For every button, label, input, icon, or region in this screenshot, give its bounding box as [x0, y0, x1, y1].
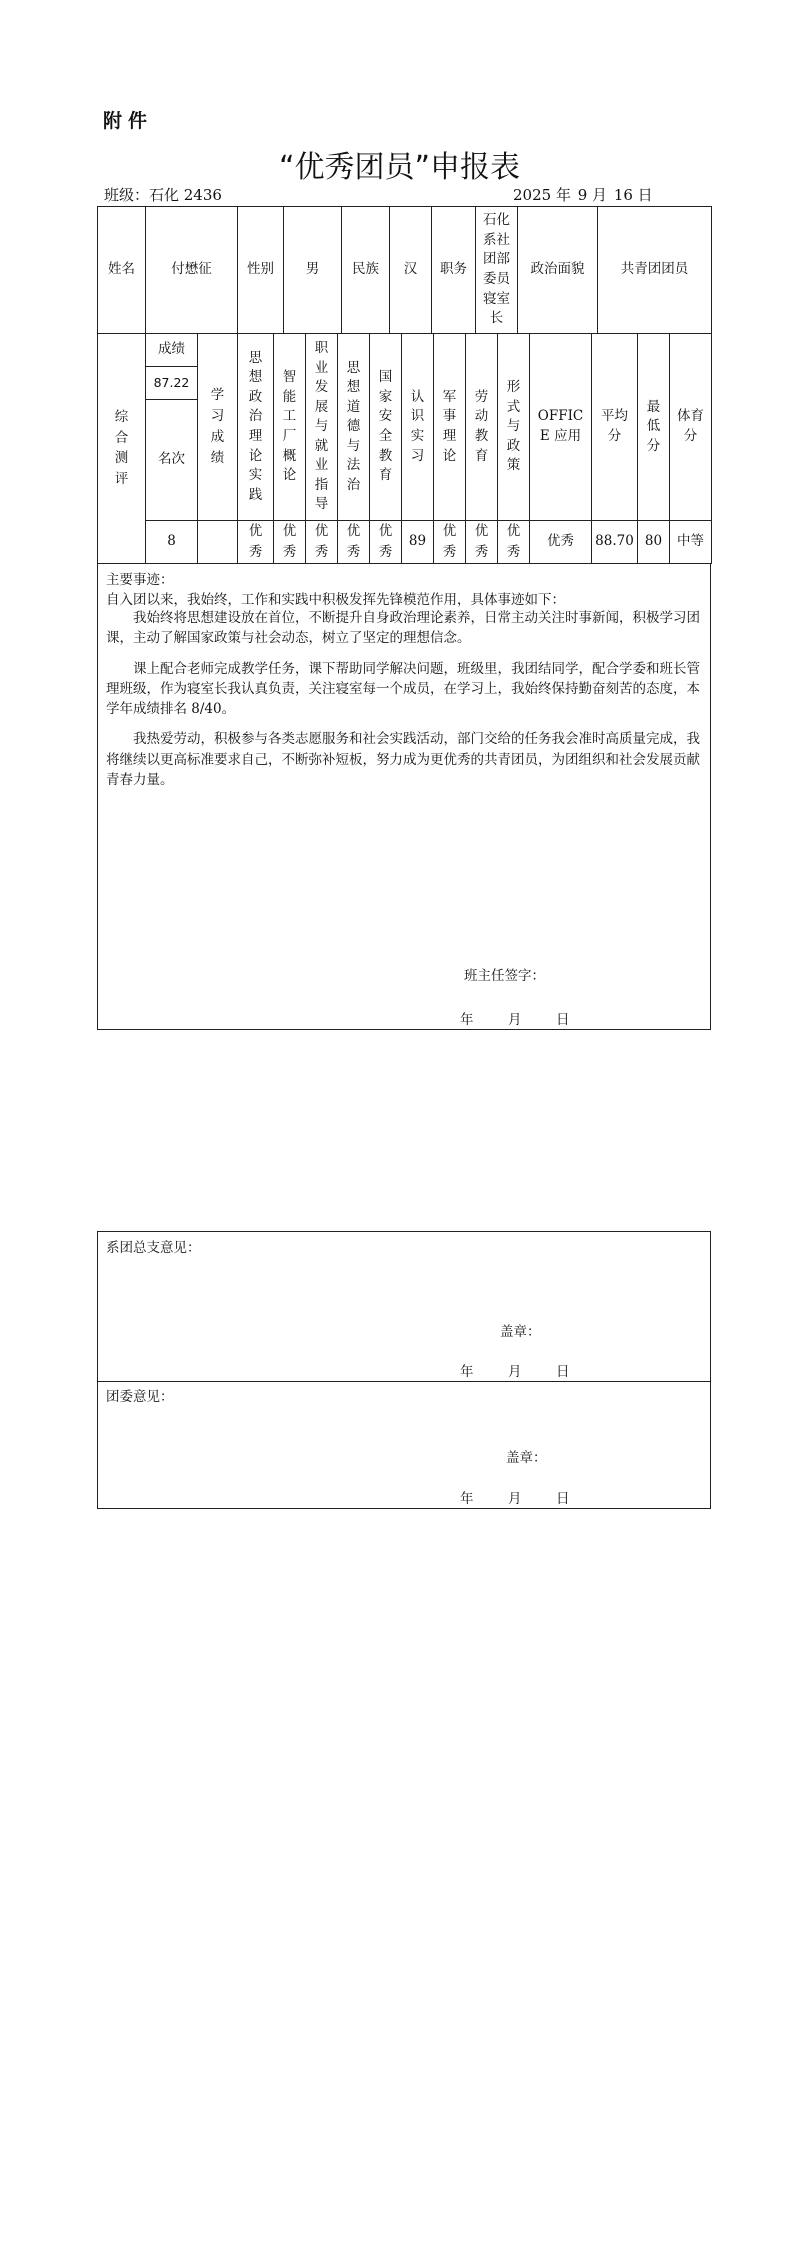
- rank-value: 8: [146, 521, 198, 564]
- course-7-name: 军事理论: [442, 388, 457, 464]
- grade-9: [498, 521, 530, 564]
- league-opinion-label: 团委意见：: [106, 1389, 174, 1405]
- grades-label: 学习成绩: [210, 387, 225, 466]
- course-13: [670, 334, 712, 521]
- deeds-section: [97, 563, 711, 1030]
- course-11: [592, 334, 638, 521]
- grade-5: [370, 521, 402, 564]
- grade-9-value: 优秀: [506, 523, 521, 560]
- league-date: [460, 1487, 570, 1507]
- course-2-name: 智能工厂概论: [282, 369, 297, 484]
- course-5: [370, 334, 402, 521]
- form-date-day: 16 日: [613, 186, 653, 204]
- form-date: [513, 184, 655, 205]
- grades-blank: [198, 521, 238, 564]
- league-date-year: 年: [460, 1491, 474, 1507]
- league-stamp-label: 盖章：: [506, 1450, 547, 1466]
- grades-label-cell: [198, 334, 238, 521]
- deeds-paragraph-2: 课上配合老师完成教学任务，课下帮助同学解决问题，班级里，我团结同学，配合学委和班长管理班级，作为寝室长我认真负责，关注寝室每一个成员，在学习上，我始终保持勤奋刻苦的态度，本学年成绩排名 8/40。: [106, 660, 700, 717]
- dept-date-month: 月: [508, 1364, 522, 1380]
- class-label: 班级：石化 2436: [104, 186, 222, 204]
- rank-label: 名次: [146, 400, 198, 521]
- dept-date: [460, 1360, 570, 1380]
- course-5-name: 国家安全教育: [378, 369, 393, 484]
- grade-6: 89: [402, 521, 434, 564]
- form-title: “优秀团员”申报表: [278, 150, 521, 185]
- grade-8: [466, 521, 498, 564]
- name-value: 付懋征: [146, 207, 238, 334]
- position-value-cell: [476, 207, 518, 334]
- dept-date-year: 年: [460, 1364, 474, 1380]
- grade-12: 80: [638, 521, 670, 564]
- gender-label: 性别: [238, 207, 284, 334]
- grade-11: 88.70: [592, 521, 638, 564]
- course-8-name: 劳动教育: [474, 388, 489, 464]
- grade-13: 中等: [670, 521, 712, 564]
- political-label: 政治面貌: [518, 207, 598, 334]
- course-13-name: 体育分: [677, 408, 704, 444]
- ethnicity-label: 民族: [342, 207, 390, 334]
- course-12: [638, 334, 670, 521]
- course-2: [274, 334, 306, 521]
- course-9: [498, 334, 530, 521]
- course-12-name: 最低分: [646, 398, 661, 454]
- league-date-month: 月: [508, 1491, 522, 1507]
- league-date-day: 日: [556, 1491, 570, 1507]
- opinions-section: [97, 1231, 711, 1509]
- grade-3-value: 优秀: [314, 523, 329, 560]
- deeds-date-year: 年: [460, 1012, 474, 1028]
- form-date-year: 2025 年: [513, 186, 571, 204]
- grade-1: [238, 521, 274, 564]
- deeds-paragraphs: [106, 608, 706, 790]
- course-6: [402, 334, 434, 521]
- grade-4: [338, 521, 370, 564]
- teacher-signature-label: 班主任签字：: [464, 968, 545, 984]
- course-8: [466, 334, 498, 521]
- grade-7-value: 优秀: [442, 523, 457, 560]
- eval-section-cell: [98, 334, 146, 564]
- course-1: [238, 334, 274, 521]
- course-9-name: 形式与政策: [506, 379, 521, 474]
- deeds-date-day: 日: [556, 1012, 570, 1028]
- grade-5-value: 优秀: [378, 523, 393, 560]
- course-4: [338, 334, 370, 521]
- grade-1-value: 优秀: [248, 523, 263, 560]
- grade-7: [434, 521, 466, 564]
- grade-2-value: 优秀: [282, 523, 297, 560]
- opinions-divider: [98, 1381, 710, 1382]
- grade-2: [274, 521, 306, 564]
- dept-stamp-label: 盖章：: [500, 1324, 541, 1340]
- course-3-name: 职业发展与就业指导: [314, 339, 329, 513]
- eval-section-label: 综合测评: [114, 408, 129, 488]
- grade-4-value: 优秀: [346, 523, 361, 560]
- deeds-heading: 主要事迹：: [106, 572, 174, 588]
- course-11-name: 平均分: [601, 408, 628, 444]
- course-10-name: OFFICE 应用: [537, 408, 584, 444]
- score-label: 成绩: [146, 334, 198, 367]
- grade-3: [306, 521, 338, 564]
- deeds-intro: 自入团以来，我始终，工作和实践中积极发挥先锋模范作用，具体事迹如下：: [106, 592, 565, 608]
- name-label: 姓名: [98, 207, 146, 334]
- attachment-label: 附件: [103, 110, 154, 132]
- course-7: [434, 334, 466, 521]
- evaluation-table: [97, 333, 712, 564]
- position-value: 石化系社团部委员寝室长: [483, 212, 510, 327]
- course-4-name: 思想道德与法治: [346, 359, 361, 493]
- grade-8-value: 优秀: [474, 523, 489, 560]
- score-value: 87.22: [146, 367, 198, 400]
- deeds-paragraph-3: 我热爱劳动，积极参与各类志愿服务和社会实践活动，部门交给的任务我会准时高质量完成，我将继续以更高标准要求自己，不断弥补短板，努力成为更优秀的共青团员，为团组织和社会发展贡献青春力量。: [106, 731, 700, 788]
- ethnicity-value: 汉: [390, 207, 432, 334]
- position-label: 职务: [432, 207, 476, 334]
- political-value: 共青团团员: [598, 207, 712, 334]
- course-1-name: 思想政治理论实践: [248, 349, 263, 503]
- info-table: [97, 206, 712, 334]
- deeds-date-month: 月: [508, 1012, 522, 1028]
- course-6-name: 认识实习: [410, 388, 425, 464]
- dept-date-day: 日: [556, 1364, 570, 1380]
- gender-value: 男: [284, 207, 342, 334]
- form-date-month: 9 月: [577, 186, 608, 204]
- course-3: [306, 334, 338, 521]
- deeds-date: [460, 1008, 570, 1028]
- dept-opinion-label: 系团总支意见：: [106, 1240, 201, 1256]
- grade-10: 优秀: [530, 521, 592, 564]
- deeds-paragraph-1: 我始终将思想建设放在首位，不断提升自身政治理论素养，日常主动关注时事新闻，积极学习团课，主动了解国家政策与社会动态，树立了坚定的理想信念。: [106, 610, 700, 647]
- course-10: [530, 334, 592, 521]
